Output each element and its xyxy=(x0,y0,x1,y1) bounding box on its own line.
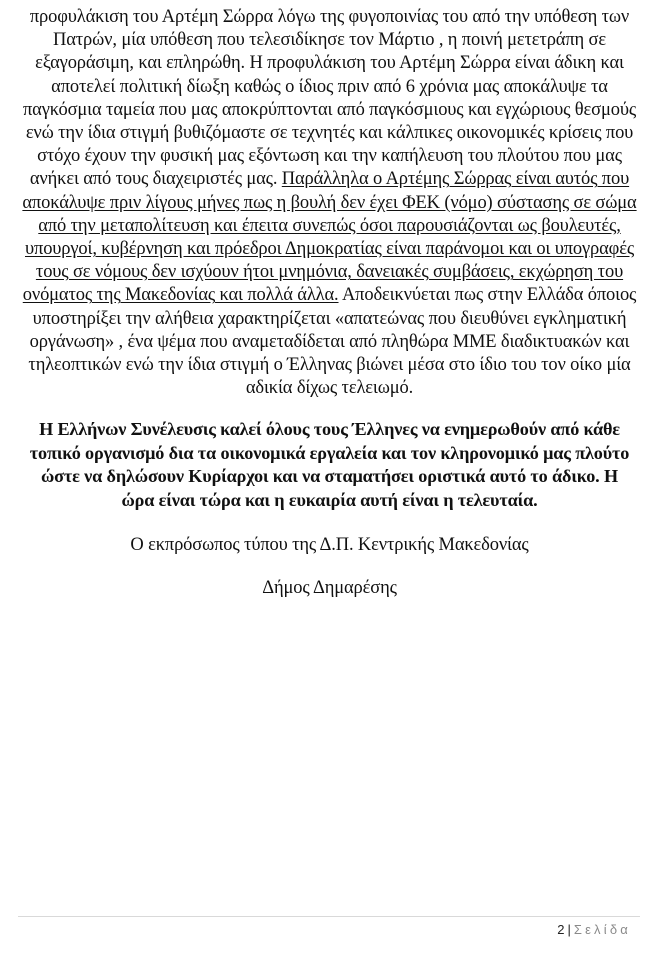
footer-divider xyxy=(18,916,640,917)
page-number: 2 xyxy=(557,922,565,937)
page-word: Σελίδα xyxy=(573,922,631,937)
bold-call-paragraph: Η Ελλήνων Συνέλευσις καλεί όλους τους Έλληνες να ενημερωθούν από κάθε τοπικό οργανισμό δια τα οικονομικά εργαλεία και τον κληρονομικό μας πλούτο ώστε να δηλώσουν Κυρίαρχοι και να σταματήσει οριστικά αυτό το άδικο. Η ώρα είναι τώρα και η ευκαιρία αυτή είναι η τελευταία. xyxy=(29,419,630,510)
main-paragraph xyxy=(18,6,641,400)
document-body xyxy=(18,6,641,600)
page-footer xyxy=(557,922,631,937)
footer-separator: | xyxy=(567,922,571,937)
paragraph-text-continued: Αποδεικνύεται πως στην Ελλάδα όποιος υποστηρίξει την αλήθεια χαρακτηρίζεται «απατεώνας που διευθύνει εγκληματική οργάνωση» , ένα ψέμα που αναμεταδίδεται από πληθώρα ΜΜΕ διαδικτυακών και τηλεοπτικών ενώ την ίδια στιγμή ο Έλληνας βιώνει μέσα στο ίδιο του τον οίκο μία αδικία δίχως τελειωμό. xyxy=(28,285,637,399)
paragraph-text: προφυλάκιση του Αρτέμη Σώρρα λόγω της φυγοποινίας του από την υπόθεση των Πατρών, μία υπόθεση που τελεσιδίκησε τον Μάρτιο , η ποινή μετετράπη σε εξαγοράσιμη, και επληρώθη. Η προφυλάκιση του Αρτέμη Σώρρα είναι άδικη και αποτελεί πολιτική δίωξη καθώς ο ίδιος πριν από 6 χρόνια μας αποκάλυψε τα παγκόσμια ταμεία που μας αποκρύπτονται από παγκόσμιους και εγχώριους θεσμούς ενώ την ίδια στιγμή βυθιζόμαστε σε τεχνητές και κάλπικες οικονομικές κρίσεις που στόχο έχουν την φυσική μας εξόντωση και την καπήλευση του πλούτου που μας ανήκει από τους διαχειριστές μας. xyxy=(22,7,637,190)
signature-title: Ο εκπρόσωπος τύπου της Δ.Π. Κεντρικής Μακεδονίας xyxy=(130,535,529,556)
signature-name: Δήμος Δημαρέσης xyxy=(262,578,397,599)
underlined-text: Παράλληλα ο Αρτέμης Σώρρας είναι αυτός που αποκάλυψε πριν λίγους μήνες πως η βουλή δεν έχει ΦΕΚ (νόμο) σύστασης σε σώμα από την μεταπολίτευση και έπειτα συνεπώς όσοι παρουσιάζονται ως βουλευτές, υπουργοί, κυβέρνηση και πρόεδροι Δημοκρατίας είναι παράνομοι και οι υπογραφές τους σε νόμους δεν ισχύουν ήτοι μνημόνια, δανειακές συμβάσεις, εκχώρηση του ονόματος της Μακεδονίας και πολλά άλλα. xyxy=(22,169,637,306)
